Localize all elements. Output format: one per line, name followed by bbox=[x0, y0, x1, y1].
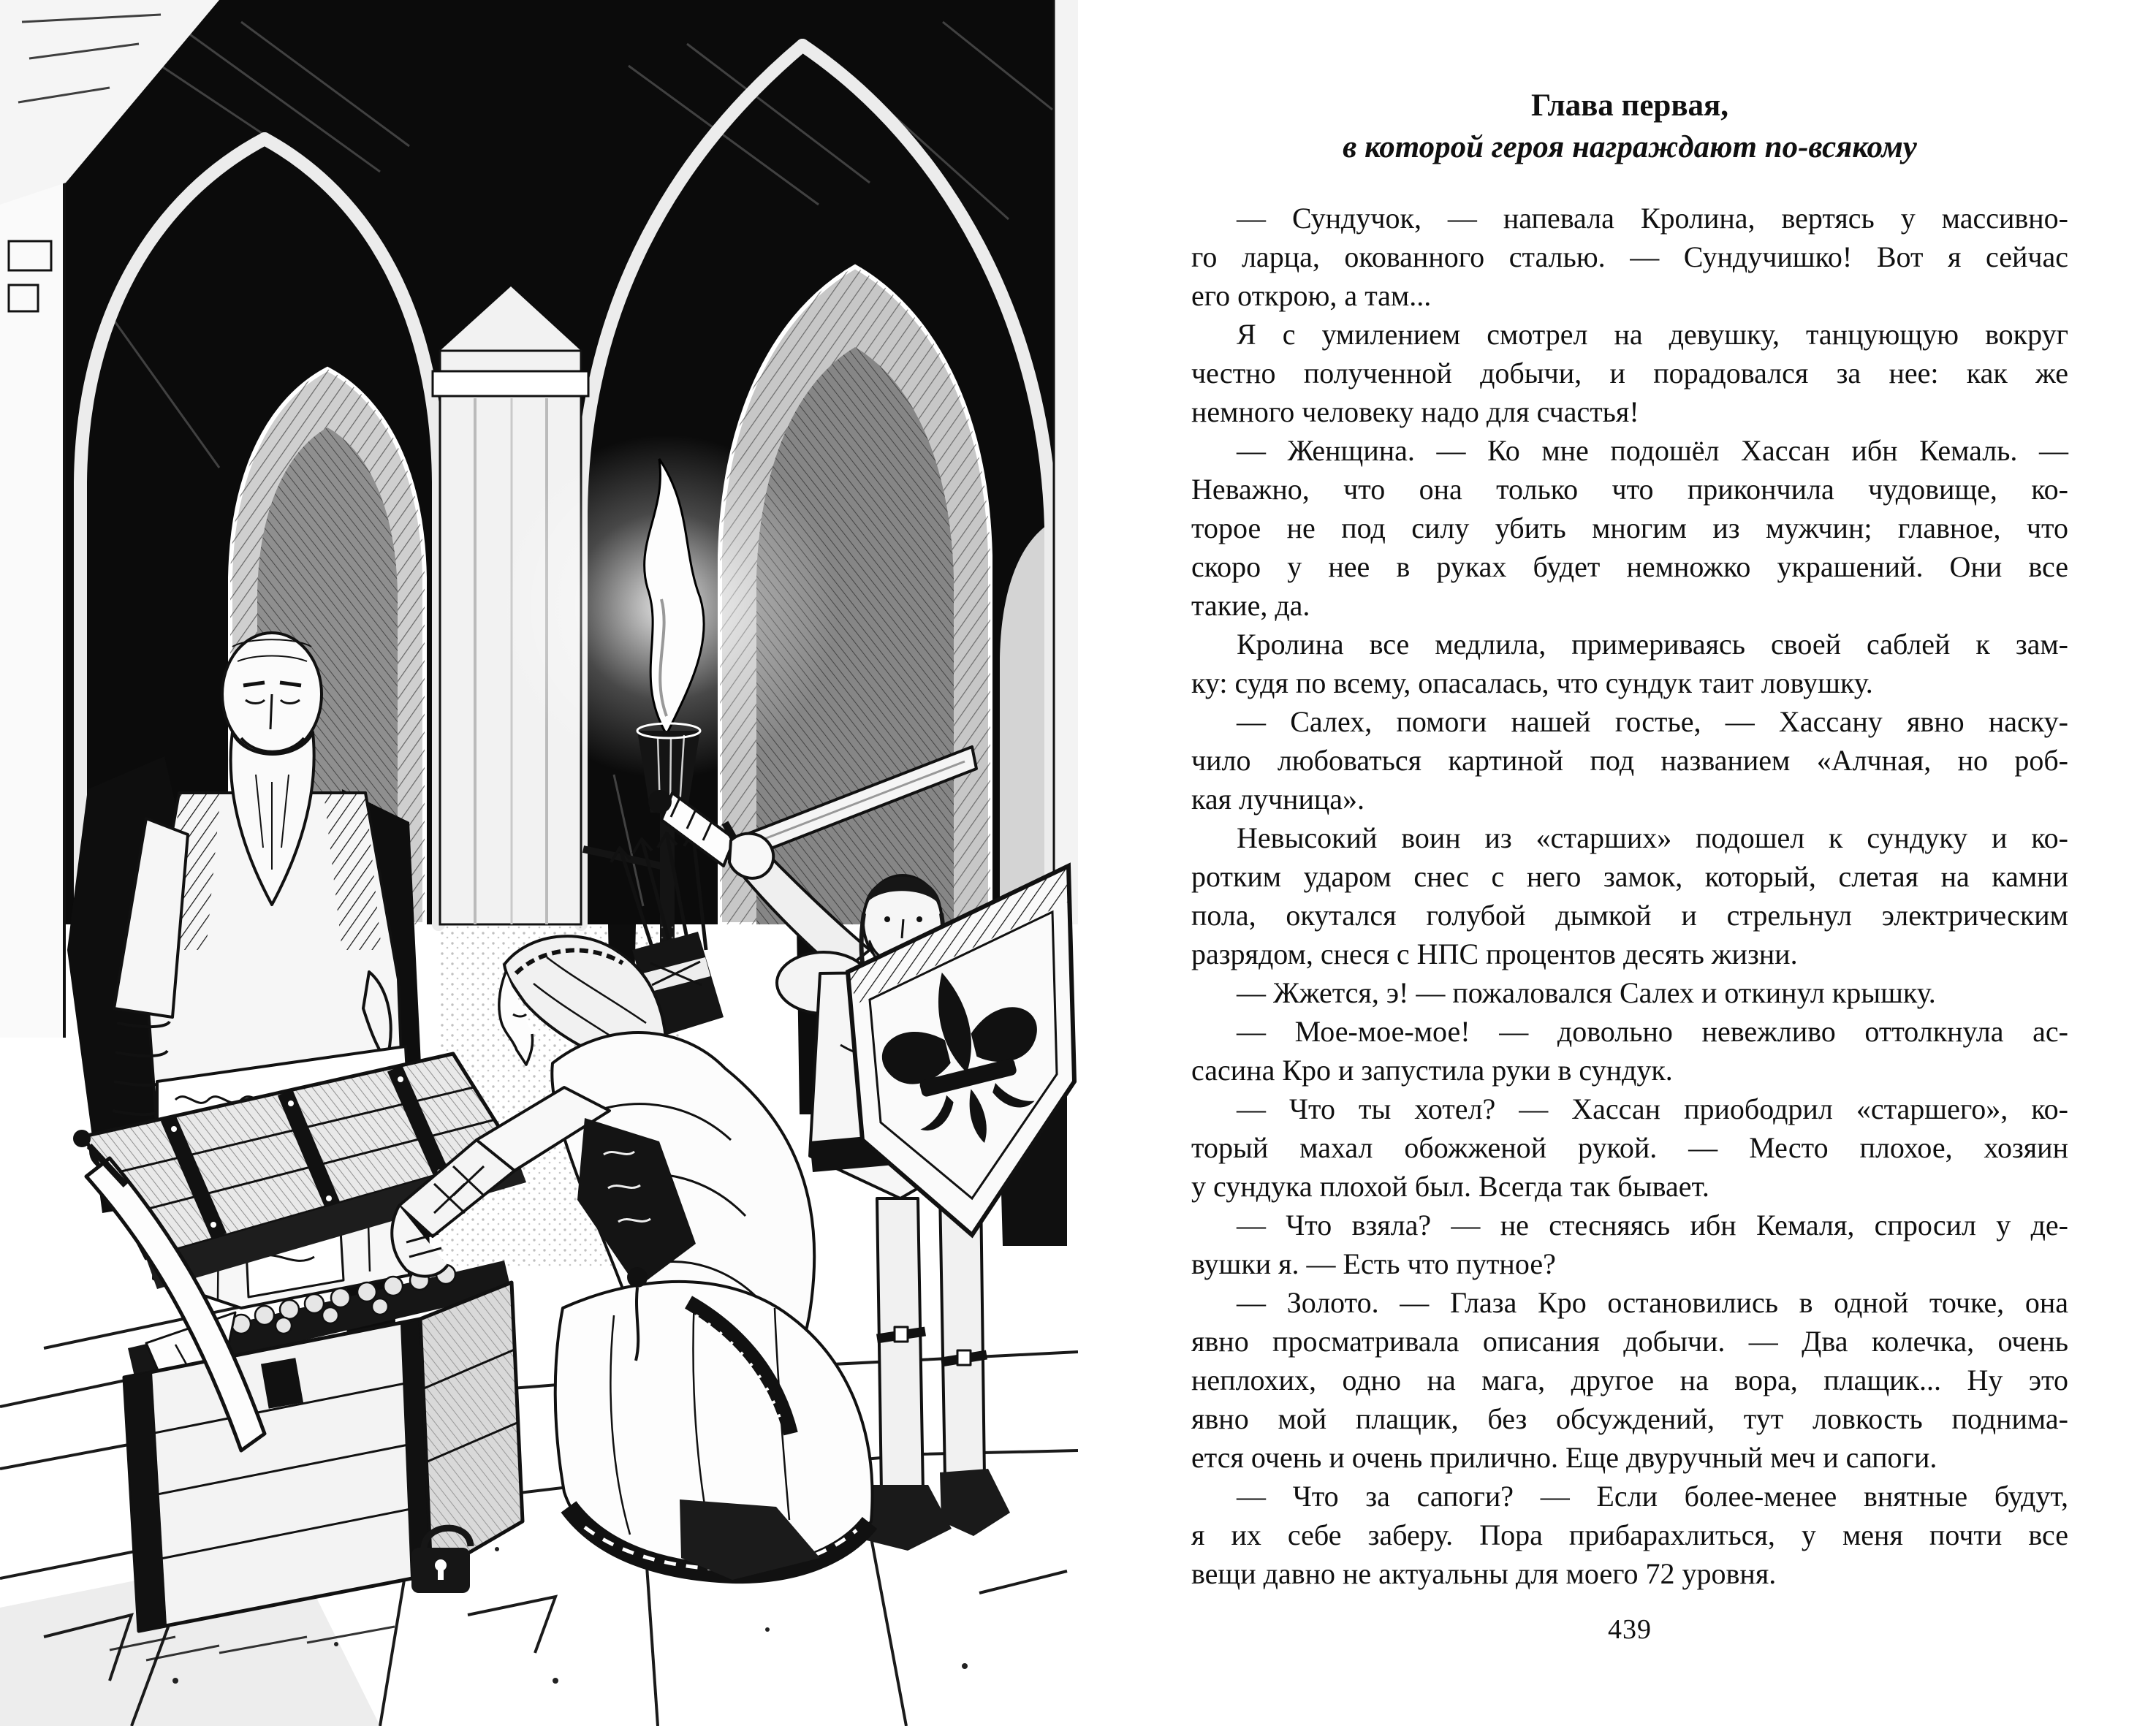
text-line: разрядом, снеся с НПС процентов десять жизни. bbox=[1191, 938, 1798, 970]
text-line: — Женщина. — Ко мне подошёл Хассан ибн Кемаль. — bbox=[1237, 434, 2068, 467]
text-line: явно мой плащик, без обсуждений, тут ловкость поднима- bbox=[1191, 1402, 2068, 1435]
text-line: честно полученной добычи, и порадовался за нее: как же bbox=[1191, 357, 2068, 389]
text-line: — Что ты хотел? — Хассан приободрил «старшего», ко- bbox=[1237, 1092, 2068, 1125]
text-line: его открою, а там... bbox=[1191, 279, 1432, 312]
text-line: кая лучница». bbox=[1191, 783, 1365, 816]
text-line: такие, да. bbox=[1191, 589, 1310, 622]
text-line: — Жжется, э! — пожаловался Салех и откинул крышку. bbox=[1237, 976, 1936, 1009]
text-line: явно просматривала описания добычи. — Два колечка, очень bbox=[1191, 1325, 2068, 1358]
text-line: — Золото. — Глаза Кро остановились в одной точке, она bbox=[1237, 1286, 2068, 1319]
chapter-title: Глава первая, bbox=[1530, 88, 1729, 123]
text-body bbox=[1191, 199, 2068, 1593]
text-line: скоро у нее в руках будет немножко украшений. Они все bbox=[1191, 550, 2068, 583]
text-line: у сундука плохой был. Всегда так бывает. bbox=[1191, 1170, 1709, 1203]
text-line: ется очень и очень прилично. Еще двуручный меч и сапоги. bbox=[1191, 1441, 1937, 1474]
text-column bbox=[1191, 85, 2068, 1646]
text-line: торый махал обожженой рукой. — Место плохое, хозяин bbox=[1191, 1131, 2068, 1164]
text-line: чило любоваться картиной под названием «Алчная, но роб- bbox=[1191, 744, 2068, 777]
text-line: — Сундучок, — напевала Кролина, вертясь у массивно- bbox=[1237, 202, 2068, 235]
text-line: Кролина все медлила, примериваясь своей саблей к зам- bbox=[1237, 628, 2068, 661]
text-line: го ларца, окованного сталью. — Сундучишко! Вот я сейчас bbox=[1191, 240, 2068, 273]
text-line: — Салех, помоги нашей гостье, — Хассану явно наску- bbox=[1237, 705, 2068, 738]
text-line: вушки я. — Есть что путное? bbox=[1191, 1247, 1556, 1280]
text-line: торое не под силу убить многим из мужчин; главное, что bbox=[1191, 512, 2068, 544]
text-line: я их себе заберу. Пора прибарахлиться, у меня почти все bbox=[1191, 1518, 2068, 1551]
text-line: ротким ударом снес с него замок, который, слетая на камни bbox=[1191, 860, 2068, 893]
text-line: — Что за сапоги? — Если более-менее внятные будут, bbox=[1237, 1480, 2068, 1513]
text-line: — Что взяла? — не стесняясь ибн Кемаля, спросил у де- bbox=[1237, 1209, 2068, 1242]
text-line: сасина Кро и запустила руки в сундук. bbox=[1191, 1054, 1673, 1087]
book-text-page bbox=[1078, 0, 2156, 1726]
text-line: немного человеку надо для счастья! bbox=[1191, 395, 1639, 428]
text-line: Неважно, что она только что прикончила чудовище, ко- bbox=[1191, 473, 2068, 506]
text-line: вещи давно не актуальны для моего 72 уровня. bbox=[1191, 1557, 1777, 1590]
chapter-subtitle: в которой героя награждают по-всякому bbox=[1343, 130, 1917, 164]
text-line: ку: судя по всему, опасалась, что сундук таит ловушку. bbox=[1191, 666, 1873, 699]
text-line: неплохих, одно на мага, другое на вора, плащик... Ну это bbox=[1191, 1364, 2068, 1396]
text-line: Невысокий воин из «старших» подошел к сундуку и ко- bbox=[1237, 821, 2068, 854]
text-line: пола, окутался голубой дымкой и стрельнул электрическим bbox=[1191, 899, 2068, 932]
text-line: — Мое-мое-мое! — довольно невежливо оттолкнула ас- bbox=[1237, 1015, 2068, 1048]
page-number: 439 bbox=[1608, 1614, 1652, 1645]
text-line: Я с умилением смотрел на девушку, танцующую вокруг bbox=[1237, 318, 2068, 351]
